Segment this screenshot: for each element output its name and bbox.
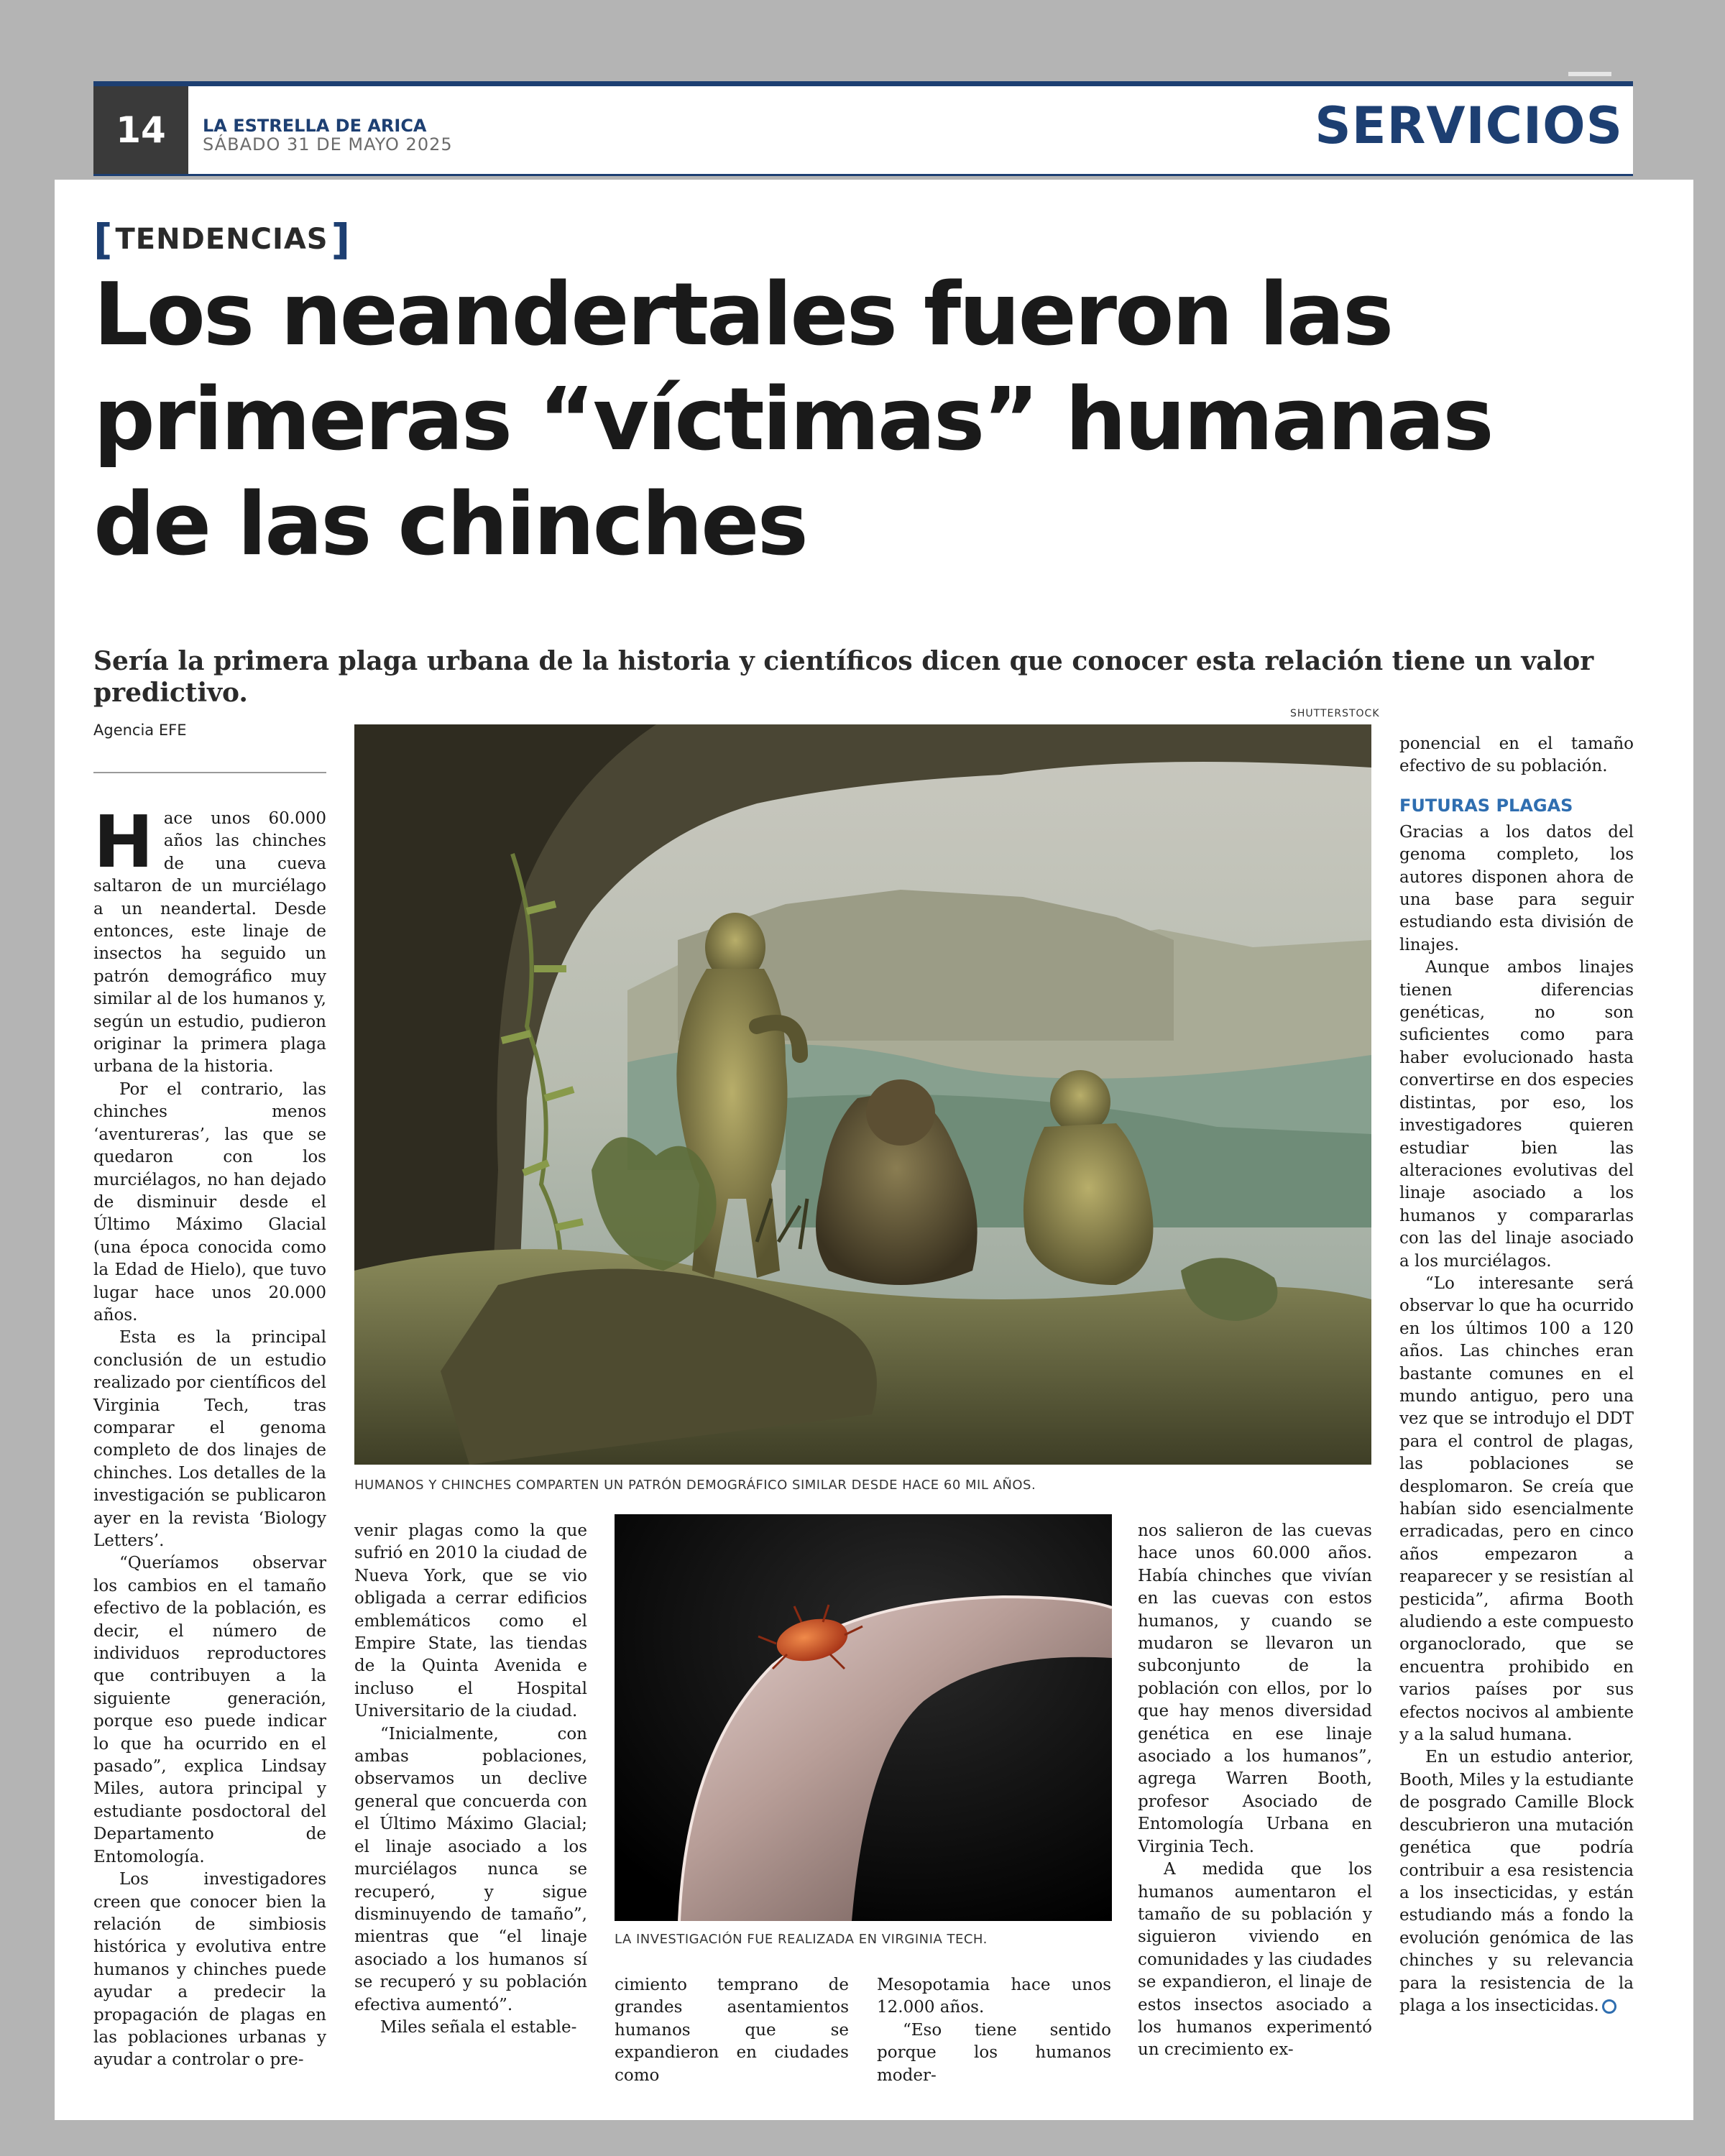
paragraph: cimiento temprano de grandes asentamientos humanos que se expandieron en ciudades como — [615, 1976, 849, 2085]
paragraph: venir plagas como la que sufrió en 2010 la ciudad de Nueva York, que se vio obligada a cerrar edificios emblemáticos como el Empire State, las tiendas de la Quinta Avenida e incluso el Hospital Universitario de la ciudad. — [354, 1521, 587, 1721]
article-column-1 — [93, 800, 326, 2072]
paragraph: nos salieron de las cuevas hace unos 60.000 años. Había chinches que vivían en las cuevas con estos humanos, y cuando se mudaron se llevaron un subconjunto de la población con ellos, por lo que hay menos diversidad genética en ese linaje asociado a los humanos”, agrega Warren Booth, profesor Asociado de Entomología Urbana en Virginia Tech. — [1138, 1521, 1372, 1856]
paragraph: A medida que los humanos aumentaron el tamaño de su población y siguieron viviendo en comunidades y las ciudades se expandieron, el linaje de estos insectos asociado a los humanos experimentó un crecimiento ex- — [1138, 1860, 1372, 2060]
section-title: SERVICIOS — [1315, 96, 1623, 155]
deck: Sería la primera plaga urbana de la historia y científicos dicen que conocer esta relación tiene un valor predictivo. — [93, 646, 1594, 708]
paragraph: “Lo interesante será observar lo que ha ocurrido en los últimos 100 a 120 años. Las chinches eran bastante comunes en el mundo antiguo, pero una vez que se introdujo el DDT para el control de plagas, las poblaciones se desplomaron. Se creía que habían sido esencialmente erradicadas, pero en cinco años empezaron a reaparecer y se resistían al pesticida”, afirma Booth aludiendo a este compuesto organoclorado, que se encuentra prohibido en varios países por sus efectos nocivos al ambiente y a la salud humana. — [1399, 1273, 1634, 1745]
paragraph: Gracias a los datos del genoma completo, los autores disponen ahora de una base para seguir estudiando esta división de linajes. — [1399, 822, 1634, 954]
page-header — [93, 81, 1633, 176]
paragraph: Los investigadores creen que conocer bien la relación de simbiosis histórica y evolutiva entre humanos y chinches puede ayudar a predecir la propagación de plagas en las poblaciones urbanas y ayudar a controlar o pre- — [93, 1870, 326, 2070]
article-column-2 — [354, 1520, 587, 2039]
paragraph: Mesopotamia hace unos 12.000 años. — [877, 1976, 1111, 2017]
issue-date: SÁBADO 31 DE MAYO 2025 — [203, 134, 453, 155]
paragraph — [93, 800, 326, 1079]
paragraph: “Inicialmente, con ambas poblaciones, observamos un declive general que concuerda con el Último Máximo Glacial; el linaje asociado a los murciélagos nunca se recuperó, y sigue disminuyendo de tamaño”, mientras que “el linaje asociado a los humanos sí se recuperó y su población efectiva aumentó”. — [354, 1724, 587, 2014]
paragraph: ponencial en el tamaño efectivo de su población. — [1399, 734, 1634, 776]
article-column-6 — [1399, 733, 1634, 2017]
paragraph: Esta es la principal conclusión de un estudio realizado por científicos del Virginia Tech, tras comparar el genoma completo de dos linajes de chinches. Los detalles de la investigación se publicaron ayer en la revista ‘Biology Letters’. — [93, 1328, 326, 1550]
photo-credit: SHUTTERSTOCK — [1290, 708, 1380, 719]
paragraph: “Eso tiene sentido porque los humanos moder- — [877, 2020, 1111, 2085]
kicker-label: TENDENCIAS — [115, 223, 328, 256]
paragraph-text: En un estudio anterior, Booth, Miles y la estudiante de posgrado Camille Block descubrieron una mutación genética que podría contribuir a esa resistencia a los insecticidas, y están estudiando más a fondo la evolución genómica de las chinches y su relevancia para la resistencia de la plaga a los insecticidas. — [1399, 1748, 1634, 2015]
paragraph: Por el contrario, las chinches menos ‘aventureras’, las que se quedaron con los murciélagos, no han dejado de disminuir desde el Último Máximo Glacial (una época conocida como la Edad de Hielo), que tuvo lugar hace unos 20.000 años. — [93, 1079, 326, 1325]
headline-line: de las chinches — [93, 475, 806, 575]
bracket-open-icon: [ — [93, 215, 113, 264]
subheading: FUTURAS PLAGAS — [1399, 795, 1573, 816]
byline-rule — [93, 772, 326, 773]
page-number: 14 — [93, 86, 188, 174]
drop-cap: H — [93, 800, 154, 884]
paragraph — [1399, 1746, 1634, 2017]
paragraph: “Queríamos observar los cambios en el tamaño efectivo de la población, es decir, el número de individuos reproductores que contribuyen a la siguiente generación, porque eso puede indicar lo que ha ocurrido en el pasado”, explica Lindsay Miles, autora principal y estudiante posdoctoral del Departamento de Entomología. — [93, 1554, 326, 1866]
kicker — [93, 217, 350, 262]
bedbug-photo — [615, 1514, 1112, 1921]
print-mark — [1568, 72, 1611, 76]
headline — [93, 263, 1639, 578]
headline-line: primeras “víctimas” humanas — [93, 370, 1492, 470]
byline: Agencia EFE — [93, 722, 187, 739]
article-column-5 — [1138, 1520, 1372, 2062]
paragraph: Miles señala el estable- — [380, 2017, 577, 2037]
masthead — [203, 116, 453, 154]
article-column-3 — [615, 1974, 849, 2087]
photo-caption: LA INVESTIGACIÓN FUE REALIZADA EN VIRGINIA TECH. — [615, 1932, 988, 1947]
paragraph: Aunque ambos linajes tienen diferencias genéticas, no son suficientes como para haber evolucionado hasta convertirse en dos especies distintas, por eso, los investigadores quieren estudiar bien las alteraciones evolutivas del linaje asociado a los humanos y compararlas con las del linaje asociado a los murciélagos. — [1399, 958, 1634, 1271]
bracket-close-icon: ] — [331, 215, 351, 264]
headline-line: Los neandertales fueron las — [93, 265, 1392, 365]
neanderthal-diorama-image — [354, 724, 1371, 1465]
bedbug-image — [615, 1514, 1112, 1921]
neanderthal-diorama-photo — [354, 724, 1371, 1465]
article-column-4 — [877, 1974, 1111, 2087]
end-of-article-icon — [1602, 1999, 1616, 2014]
newspaper-name: LA ESTRELLA DE ARICA — [203, 116, 427, 136]
photo-caption: HUMANOS Y CHINCHES COMPARTEN UN PATRÓN DEMOGRÁFICO SIMILAR DESDE HACE 60 MIL AÑOS. — [354, 1478, 1036, 1493]
paragraph-text: ace unos 60.000 años las chinches de una cueva saltaron de un murciélago a un neandertal. Desde entonces, este linaje de insectos ha seguido un patrón demográfico muy similar al de los humanos y, según un estudio, pudieron originar la primera plaga urbana de la historia. — [93, 809, 326, 1077]
